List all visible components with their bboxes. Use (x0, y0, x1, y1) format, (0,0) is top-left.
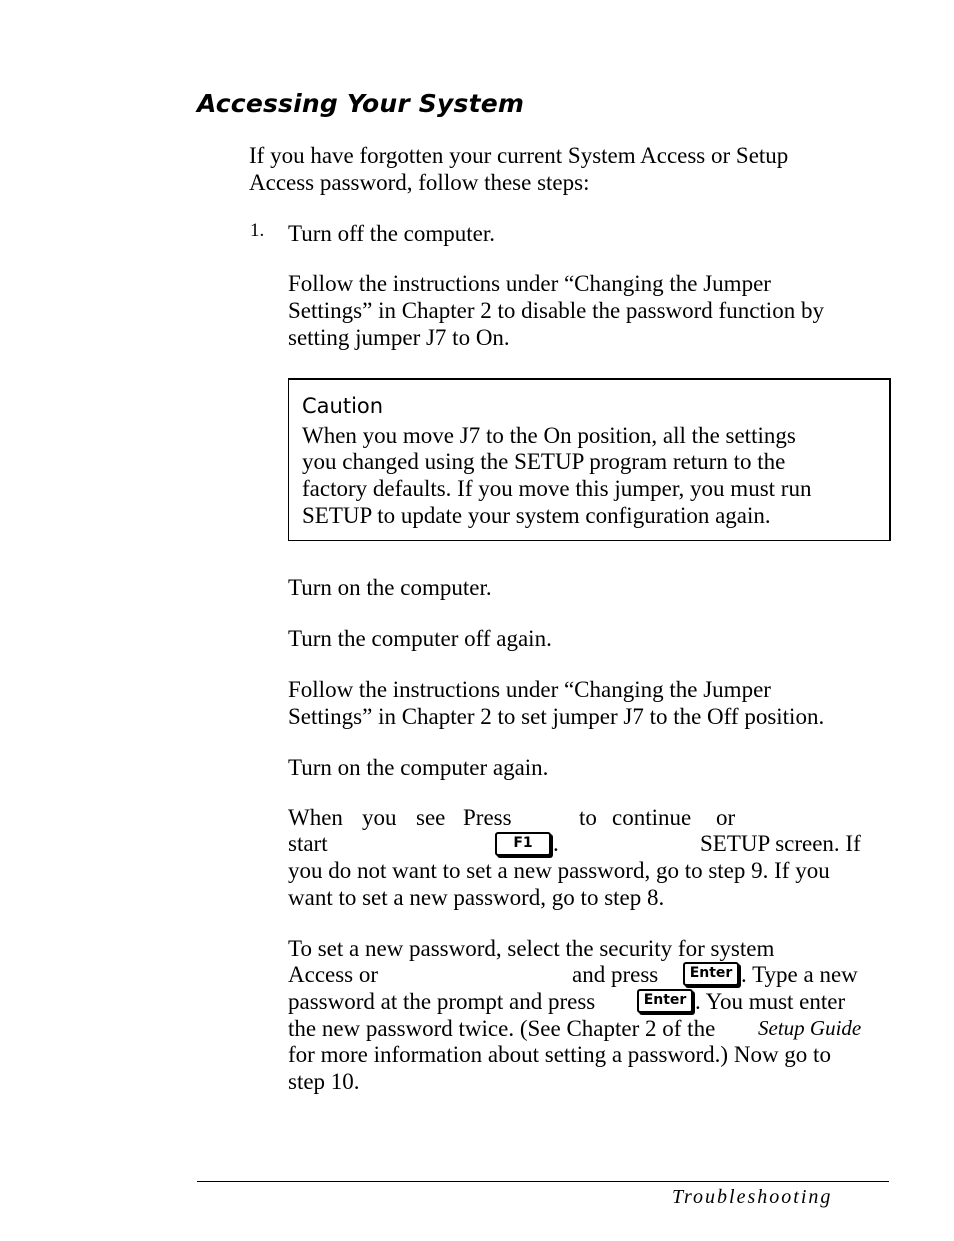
step-1-text: Turn off the computer. (288, 221, 495, 246)
caution-line-3: factory defaults. If you move this jumper, you must run (302, 476, 812, 501)
press-word-see: see (416, 805, 446, 830)
enter-key-icon: Enter (637, 989, 693, 1013)
turn-off-again-text: Turn the computer off again. (288, 626, 552, 651)
press-word-when: When (288, 805, 343, 830)
set-access-or: Access or (288, 962, 379, 987)
caution-line-4: SETUP to update your system configuration again. (302, 503, 771, 528)
set-line-6: step 10. (288, 1069, 360, 1094)
set-type-new: . Type a new (741, 962, 858, 987)
section-heading: Accessing Your System (197, 89, 525, 118)
setup-guide-title: Setup Guide (758, 1016, 862, 1040)
press-word-continue: continue (612, 805, 692, 830)
set-see-chapter: the new password twice. (See Chapter 2 of the (288, 1016, 716, 1041)
disable-line-2: Settings” in Chapter 2 to disable the password function by (288, 298, 824, 323)
intro-line-1: If you have forgotten your current System Access or Setup (249, 143, 789, 168)
press-word-to: to (579, 805, 597, 830)
off-line-1: Follow the instructions under “Changing the Jumper (288, 677, 771, 702)
press-word-press: Press (463, 805, 512, 830)
press-setup-screen: SETUP screen. If (700, 831, 861, 856)
step-number-1: 1. (250, 220, 265, 241)
set-prompt: password at the prompt and press (288, 989, 596, 1014)
intro-line-2: Access password, follow these steps: (249, 170, 590, 195)
turn-on-text: Turn on the computer. (288, 575, 492, 600)
press-word-start: start (288, 831, 328, 856)
press-word-or: or (716, 805, 736, 830)
disable-line-3: setting jumper J7 to On. (288, 325, 510, 350)
f1-key-icon: F1 (495, 832, 551, 856)
footer-rule (197, 1181, 889, 1182)
disable-line-1: Follow the instructions under “Changing the Jumper (288, 271, 771, 296)
press-line-3: you do not want to set a new password, go to step 9. If you (288, 858, 830, 883)
enter-key-icon: Enter (683, 962, 739, 986)
set-line-5: for more information about setting a password.) Now go to (288, 1042, 831, 1067)
press-dot: . (553, 831, 559, 856)
set-line-1: To set a new password, select the security for system (288, 936, 775, 961)
caution-line-1: When you move J7 to the On position, all the settings (302, 423, 796, 448)
caution-line-2: you changed using the SETUP program return to the (302, 449, 786, 474)
press-line-4: want to set a new password, go to step 8. (288, 885, 665, 910)
turn-on-again-text: Turn on the computer again. (288, 755, 549, 780)
footer-section-title: Troubleshooting (672, 1186, 833, 1208)
set-and-press: and press (572, 962, 659, 987)
press-word-you: you (362, 805, 397, 830)
off-line-2: Settings” in Chapter 2 to set jumper J7 to the Off position. (288, 704, 825, 729)
caution-title: Caution (302, 394, 384, 418)
set-must-enter: . You must enter (695, 989, 846, 1014)
